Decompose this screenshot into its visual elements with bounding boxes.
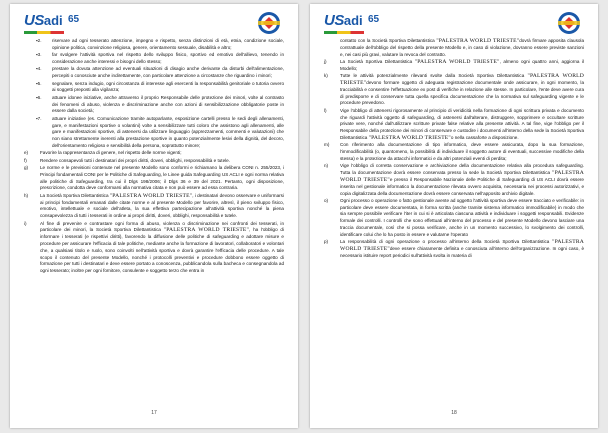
paragraph [324, 59, 584, 73]
paragraph-label: o) [324, 197, 329, 203]
club-name: "PALESTRA WORLD TRIESTE" [414, 58, 500, 65]
paragraph-text: attuare idonee iniziative, anche attraverso il proprio Responsabile delle protezione dei minori, volte al contrasto dei fenomeni di abuso, violenza e discriminazione anche con azioni di sensibilizzazione obbligatorie poste in essere dalla società; [52, 94, 284, 114]
paragraph-label: i) [24, 220, 27, 226]
paragraph-text: segnalare, senza indugio, ogni circostanza di interesse agli esercenti la responsabilità genitoriale o tutoria ovvero ai soggetti preposti alla vigilanza; [52, 80, 284, 93]
document-page-right [310, 4, 598, 428]
logo-stripe [324, 31, 364, 34]
page-number: 17 [151, 410, 157, 416]
paragraph-text: attuare iniziative (es. Comunicazione tramite autoparlante, esposizione cartelli presso le sedi degli allenamenti, gare, e manifestazioni sportive o volantini) volte a sensibilizzare tutti coloro che assistono agli allenamenti, alle gare e manifestazioni sportive, di astenersi da utilizzare linguaggio (apprezzamenti, commenti e valutazioni) che non siano strettamente inerenti alla prestazione sportive in quanto potenzialmente lesivi della dignità, del decoro, dell'orientamento religioso e sensibilità della persona, soprattutto minore; [52, 115, 284, 148]
club-name: "PALESTRA WORLD TRIESTE" [436, 38, 520, 44]
paragraph-label: f) [24, 157, 27, 163]
paragraph-text: La responsabilità di ogni operazione o processo all'interno della Società Sportiva Dilettantistica [340, 239, 550, 245]
document-page-left [10, 4, 298, 428]
logo-text-suffix: adi [343, 13, 363, 28]
club-name: "PALESTRA WORLD TRIESTE" [340, 239, 584, 253]
logo-text: US [24, 12, 44, 29]
paragraph-text: dovrà firmare apposita clausola contrattuale dell'obbligo del rispetto della presente Modello e, in caso di violazione, dovranno essere previste sanzioni e, nei casi più gravi, valutare la revoca del contratto. [340, 38, 585, 57]
logo-stripe [24, 31, 64, 34]
paragraph-label: ▪ 4. [36, 66, 50, 73]
paragraph [24, 150, 284, 157]
paragraph-label: l) [324, 107, 327, 113]
paragraph-text: Ogni processo o operazione o fatto gestionale avente ad oggetto l'attività sportiva deve essere tracciato e verificabile: in particolare deve essere documentata, in forma scritta (anche tramite sistema informatico immodificabile) in modo che sia sempre possibile verificare l'iter in cui si è articolata ciascuna attività e individuare i soggetti responsabili. Evidenze formale dei controlli. I controlli che sono effettuati all'interno del processo e del presente Modello devono lasciare una traccia documentale, così che si possa verificare, anche in un momento successivo, lo svolgimento dei controlli, identificare colui che lo ha posto in essere e valutarne l'operato [340, 197, 584, 237]
paragraph-text: Vige l'obbligo di corretta conservazione e archiviazione della documentazione relativa alla procedura safeguarding. Tutta la documentazione dovrà essere conservata presso la sede la Società Sportiva Dilettantistica [340, 163, 584, 176]
paragraph [24, 116, 284, 150]
paragraph-text: prestare la dovuta attenzione ad eventuali situazioni di disagio anche derivante da disturbi dell'alimentazione, percepiti o conosciute anche indirettamente, con particolare attenzione a circostanze che riguardino i minori; [52, 66, 284, 79]
paragraph-label: e) [24, 150, 29, 156]
paragraph [324, 38, 584, 58]
paragraph [324, 163, 584, 197]
club-name: "PALESTRA WORLD TRIESTE" [163, 227, 250, 234]
paragraph-text: Tutte le attività potenzialmente rilevanti svolte dalla Società Sportiva Dilettantistica [340, 73, 525, 79]
paragraph-label: m) [324, 142, 330, 148]
paragraph-label: ▪ 7. [36, 116, 50, 123]
club-badge-icon [554, 10, 584, 36]
logo-years: 65 [68, 14, 80, 25]
logo-text-suffix: adi [43, 13, 63, 28]
paragraph-text: , i destinatari devono osservare e uniformarsi ai principi fondamentali emanati dalle citate norme e al presente Modello per favorire, altresì, il pieno sviluppo fisico, emotivo, intellettuale e sociale dell'atleta, la sua effettiva partecipazione all'attività sportiva nonché la piena consapevolezza di tutti i tesserati in ordine ai propri diritti, doveri, obblighi, responsabilità e tutele. [40, 192, 285, 219]
paragraph-text: La Società Sportiva Dilettantistica [340, 58, 413, 64]
paragraph-text: , almeno ogni quattro anni, aggiorna il Modello; [340, 58, 585, 71]
paragraph [324, 73, 584, 107]
page-number: 18 [451, 410, 457, 416]
paragraph-text: Al fine di prevenire e contrastare ogni forma di abuso, violenza o discriminazione nei confronti dei tesserati, in particolare dei minori, la Società Sportiva Dilettantistica [40, 220, 284, 233]
paragraph-text: Rendere consapevoli tutti i destinatari dei propri diritti, doveri, obblighi, responsabilità e tutele. [40, 157, 230, 163]
club-name: "PALESTRA WORLD TRIESTE" [109, 192, 193, 199]
paragraph-label: n) [324, 163, 329, 169]
paragraph-label: j) [324, 58, 327, 64]
paragraph-text: Favorire la rappresentanza di genere, nel rispetto delle norme vigenti; [40, 150, 182, 156]
paragraph-text: contatto con la Società Sportiva Dilettantistica [340, 38, 435, 43]
page-body [324, 38, 584, 260]
paragraph-text: deve essere chiaramente definita e conosciuta all'interno dell'organizzazione. In ogni caso, è necessario istituire report periodici sull'attività svolta in materia di [340, 246, 584, 258]
logo-text: US [324, 12, 344, 29]
paragraph-text: o nella cassaforte a disposizione. [450, 134, 519, 140]
paragraph-label: ▪ 6. [36, 95, 50, 102]
paragraph [324, 142, 584, 162]
paragraph-label: p) [324, 239, 329, 245]
paragraph [24, 95, 284, 115]
logo-years: 65 [368, 14, 380, 25]
club-name: "PALESTRA WORLD TRIESTE" [340, 170, 584, 183]
paragraph-label: ▪ 5. [36, 81, 50, 88]
paragraph-label: ▪ 3. [36, 52, 50, 59]
club-name: "PALESTRA WORLD TRIESTE" [368, 134, 451, 141]
paragraph [324, 239, 584, 259]
paragraph-label: k) [324, 73, 328, 79]
club-badge-icon [254, 10, 284, 36]
paragraph-text: riservare ad ogni tesserato attenzione, impegno e rispetto, senza distinzioni di età, etnia, condizione sociale, opinione politica, convinzione religiosa, genere, orientamento sessuale, disabilità e altro; [52, 38, 284, 50]
paragraph-label: ▪ 2. [36, 38, 50, 45]
us-acli-logo [324, 12, 380, 34]
paragraph [24, 165, 284, 192]
paragraph [24, 221, 284, 275]
page-body [24, 38, 284, 276]
paragraph [24, 66, 284, 80]
paragraph [24, 193, 284, 220]
paragraph-text: Vige l'obbligo di attenersi rigorosamente al principio di veridicità nella formazione di ogni scrittura privata e documento che riguardi l'attività oggetto di safeguarding, di astenersi dall'alterare, distruggere, sopprimere e occultare scritture private vere, nonché dall'utilizzare scritture private false relative alla presente attività. A tal fine, vige l'obbligo per il Responsabile della protezione dei minori di conservare e custodire i documenti all'interno della sede la Società Sportiva Dilettantistica [340, 107, 584, 140]
paragraph-text: Le norme e le previsioni contenute nel presente Modello sono conformi e richiamano la delibera CONI n. 255/2023, i Principi fondamentali CONI per le Politiche di Safeguarding, le Linee guida Safeguarding US ACLI e ogni norma relativa alle politiche di Safeguarding, tra cui il Dlgs 198/2006; il Dlgs 36 e 39 del 2021. Pertanto, ogni disposizione, prescrizione, condotta deve conformarsi alla normativa citata e non può essere ad essa contraria. [40, 165, 284, 191]
paragraph-label: h) [24, 192, 29, 198]
paragraph-label: g) [24, 165, 29, 171]
paragraph [24, 38, 284, 52]
paragraph-text: devono formare oggetto di adeguata registrazione documentale onde assicurare, in ogni momento, la tracciabilità e consentire l'effettuazione ex post di verifiche in relazione alle stesse. In particolare, l'ente deve avere cura di predisporre e di conservare tutta quella specifica documentazione che la normativa sul safeguarding vigente e le procedure prevedono. [340, 79, 584, 106]
paragraph-text: , ha l'obbligo di informare i tesserati (e rispettivi diritti), favorendo la diffusione delle politiche di safeguarding e adottare misure e procedure per assicurare l'efficacia di tale politiche, mediante anche la formazione di lavoratori, collaboratori e volontari che, a qualsiasi titolo e ruolo, sono coinvolti nell'attività sportiva e dovrà garantire l'efficacia delle procedure. A tale scopo il contenuto del presente Modello, nonché i protocolli preventivi e procedure dobbono essere oggetto di formazione per tutti i destinatari e deve essere portato a conoscenza, pubblicandola sulla bacheca e consegnandola ad ogni tesserato; inoltre per ogni fornitore, consulente e soggetto terzo che entra in [40, 227, 284, 274]
paragraph-text: e presso il Responsabile Nazionale delle Politiche di Safeguarding di US ACLI dovrà essere inserita nel gestionale informatico la documentazione rilevata ovvero acquisita, necessaria nei processi autorizzativi, e copia digitalizzata della documentazione dovrà essere conservata nell'apposito archivio digitale. [340, 176, 584, 196]
paragraph [24, 158, 284, 165]
paragraph-text: Con riferimento alla documentazione di tipo informatico, deve essere assicurata, dopo la sua formazione, l'immodificabilità (o, quantomeno, la possibilità di individuare il soggetto autore di eventuali, successive modifiche della stessa) e la protezione da attacchi informatici e da altri potenziali eventi di perdita; [340, 142, 584, 161]
paragraph-text: far svolgere l'attività sportiva nel rispetto dello sviluppo fisico, sportivo ed emotivo dell'allievo, tenendo in considerazione anche interessi e bisogni dello stesso; [52, 52, 284, 64]
paragraph [324, 198, 584, 239]
paragraph [324, 108, 584, 142]
paragraph [24, 81, 284, 95]
club-name: "PALESTRA WORLD TRIESTE" [340, 73, 584, 86]
paragraph [24, 52, 284, 66]
paragraph-text: La Società Sportiva Dilettantistica [40, 192, 109, 198]
us-acli-logo [24, 12, 80, 34]
